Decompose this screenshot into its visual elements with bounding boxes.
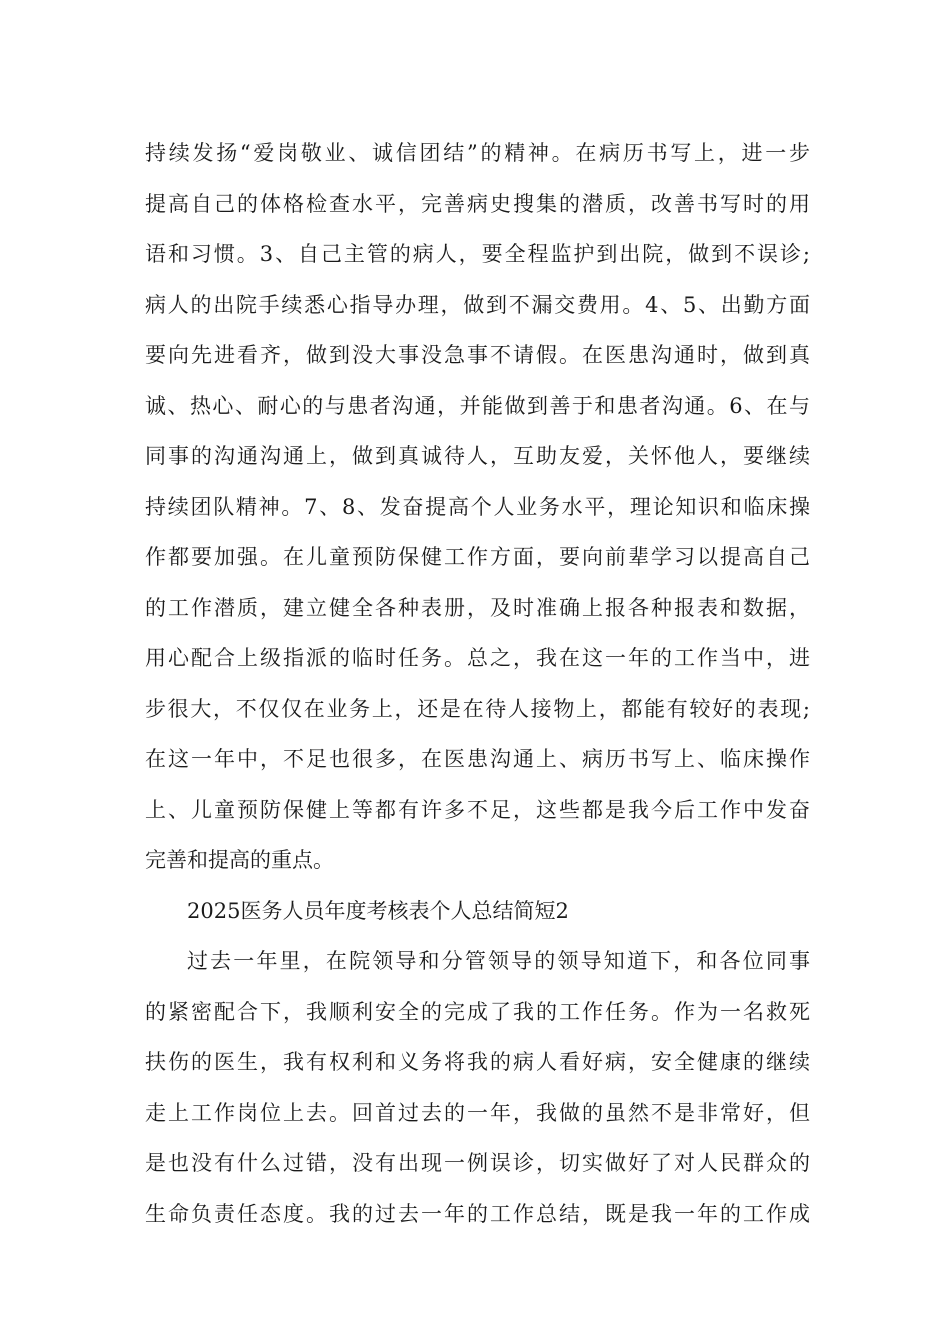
paragraph-line: 要向先进看齐，做到没大事没急事不请假。在医患沟通时，做到真 (145, 343, 810, 367)
paragraph-line: 同事的沟通沟通上，做到真诚待人，互助友爱，关怀他人，要继续 (145, 444, 810, 468)
paragraph-line: 持续团队精神。7、8、发奋提高个人业务水平，理论知识和临床操 (145, 494, 810, 519)
document-body (145, 128, 810, 1239)
paragraph-line: 过去一年里，在院领导和分管领导的领导知道下，和各位同事 (187, 949, 810, 973)
paragraph-line: 语和习惯。3、自己主管的病人，要全程监护到出院，做到不误诊; (145, 242, 810, 266)
paragraph-line: 持续发扬“爱岗敬业、诚信团结”的精神。在病历书写上，进一步 (145, 141, 810, 165)
paragraph-line: 提高自己的体格检查水平，完善病史搜集的潜质，改善书写时的用 (145, 191, 810, 216)
paragraph-line: 上、儿童预防保健上等都有许多不足，这些都是我今后工作中发奋 (145, 797, 810, 822)
paragraph-line: 在这一年中，不足也很多，在医患沟通上、病历书写上、临床操作 (145, 747, 810, 771)
paragraph-line: 是也没有什么过错，没有出现一例误诊，切实做好了对人民群众的 (145, 1151, 810, 1175)
paragraph-line: 生命负责任态度。我的过去一年的工作总结，既是我一年的工作成 (145, 1201, 810, 1226)
paragraph-line: 的工作潜质，建立健全各种表册，及时准确上报各种报表和数据， (145, 595, 810, 620)
paragraph-line: 作都要加强。在儿童预防保健工作方面，要向前辈学习以提高自己 (145, 545, 810, 569)
paragraph-line: 扶伤的医生，我有权利和义务将我的病人看好病，安全健康的继续 (145, 1050, 810, 1074)
section-heading: 2025医务人员年度考核表个人总结简短2 (187, 898, 569, 923)
paragraph-line: 病人的出院手续悉心指导办理，做到不漏交费用。4、5、出勤方面 (145, 292, 810, 317)
paragraph-line: 用心配合上级指派的临时任务。总之，我在这一年的工作当中，进 (145, 646, 810, 670)
paragraph-line: 走上工作岗位上去。回首过去的一年，我做的虽然不是非常好，但 (145, 1100, 810, 1125)
paragraph-line: 步很大，不仅仅在业务上，还是在待人接物上，都能有较好的表现; (145, 696, 810, 721)
paragraph-line: 诚、热心、耐心的与患者沟通，并能做到善于和患者沟通。6、在与 (145, 393, 810, 418)
paragraph-line: 完善和提高的重点。 (145, 848, 334, 872)
paragraph-line: 的紧密配合下，我顺利安全的完成了我的工作任务。作为一名救死 (145, 999, 810, 1024)
